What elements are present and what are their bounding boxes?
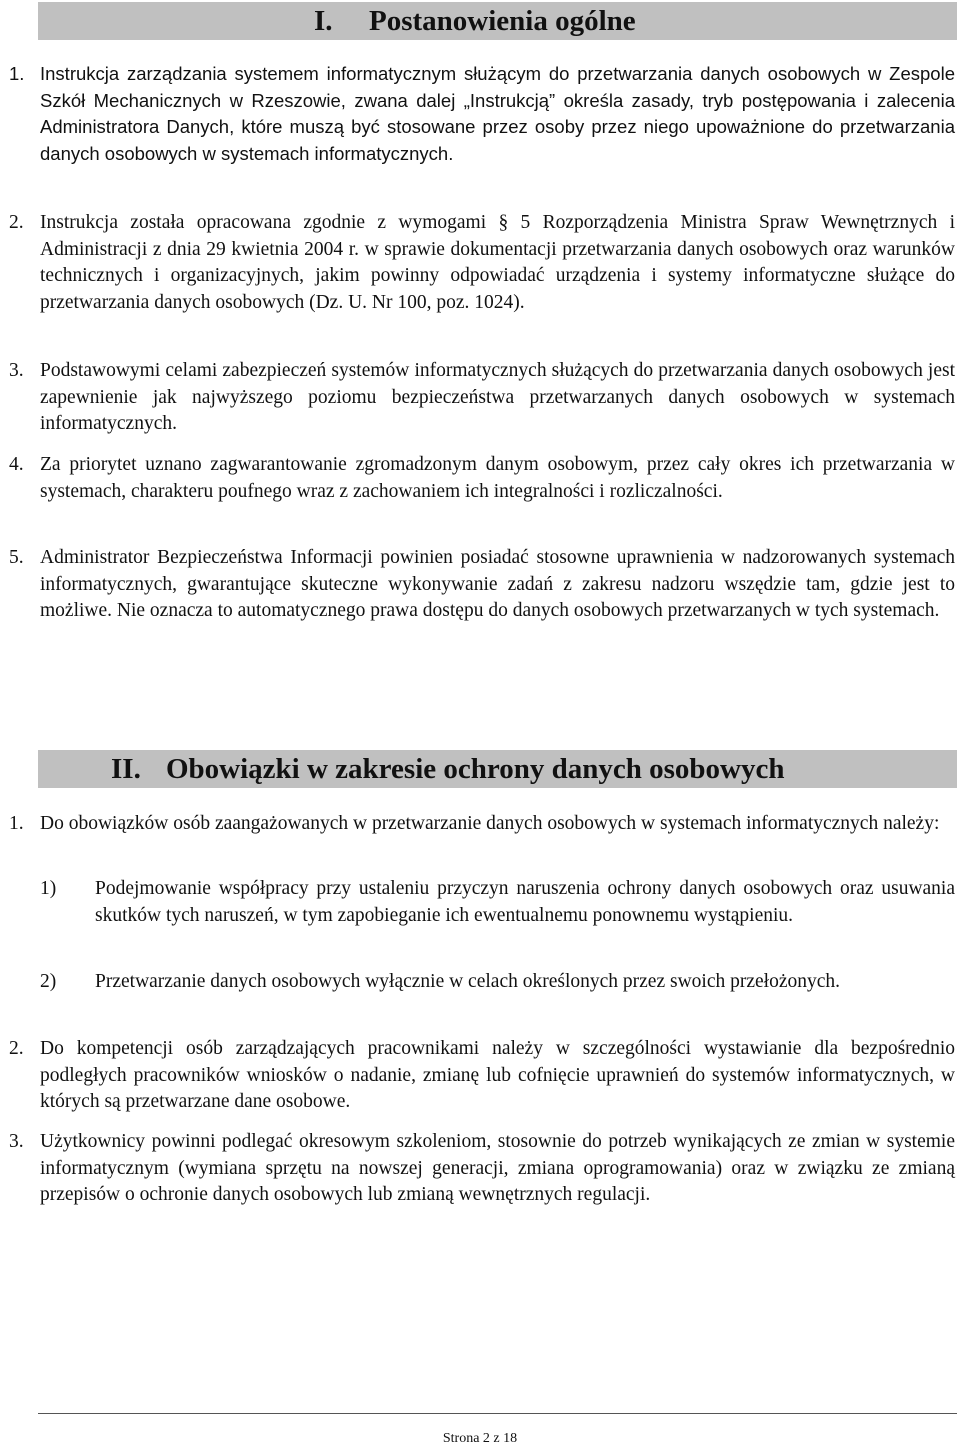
section-heading-2	[38, 750, 957, 788]
paragraph-number: 2.	[9, 212, 24, 233]
sub-item-text: Przetwarzanie danych osobowych wyłącznie w celach określonych przez swoich przełożonych.	[95, 971, 841, 992]
sub-item-text: Podejmowanie współpracy przy ustaleniu przyczyn naruszenia ochrony danych osobowych oraz usuwania skutków tych naruszeń, w tym zapobieganie ich ewentualnemu ponownemu wystąpieniu.	[95, 878, 955, 926]
paragraph-1-3	[9, 358, 955, 438]
sub-item-number: 1)	[40, 878, 57, 899]
section-title: Obowiązki w zakresie ochrony danych osobowych	[166, 753, 785, 785]
paragraph-number: 3.	[9, 1131, 24, 1152]
page-number-footer: Strona 2 z 18	[442, 1431, 518, 1446]
paragraph-2-3	[9, 1129, 955, 1209]
paragraph-number: 4.	[9, 454, 24, 475]
section-title: Postanowienia ogólne	[369, 5, 636, 37]
paragraph-text: Za priorytet uznano zagwarantowanie zgromadzonym danym osobowym, przez cały okres ich przetwarzania w systemach, charakteru poufnego wraz z zachowaniem ich integralności i rozliczalności.	[40, 454, 955, 502]
paragraph-text: Użytkownicy powinni podlegać okresowym szkoleniom, stosownie do potrzeb wynikających ze zmian w systemie informatycznym (wymiana sprzętu na nowszej generacji, zmiana oprogramowania) oraz w związku ze zmianą przepisów o ochronie danych osobowych lub zmianą wewnętrznych regulacji.	[40, 1131, 955, 1206]
sub-item-2	[40, 969, 955, 996]
paragraph-1-5	[9, 545, 955, 625]
section-heading-1	[38, 2, 957, 40]
paragraph-text: Do kompetencji osób zarządzających pracownikami należy w szczególności wystawianie dla bezpośrednio podległych pracowników wniosków o nadanie, zmianę lub cofnięcie uprawnień do systemów informatycznych, w których są przetwarzane dane osobowe.	[40, 1038, 955, 1113]
paragraph-text: Administrator Bezpieczeństwa Informacji powinien posiadać stosowne uprawnienia w nadzorowanych systemach informatycznych, gwarantujące skuteczne wykonywanie zadań z zakresu nadzoru wszędzie tam, gdzie jest to możliwe. Nie oznacza to automatycznego prawa dostępu do danych osobowych przetwarzanych w tych systemach.	[40, 547, 955, 622]
paragraph-2-1	[9, 811, 955, 838]
paragraph-text: Do obowiązków osób zaangażowanych w przetwarzanie danych osobowych w systemach informatycznych należy:	[40, 813, 940, 834]
paragraph-1-4	[9, 452, 955, 505]
section-number: I.	[314, 5, 333, 37]
paragraph-1-2	[9, 210, 955, 317]
paragraph-number: 1.	[9, 63, 25, 84]
sub-item-number: 2)	[40, 971, 57, 992]
footer-divider	[38, 1413, 957, 1414]
paragraph-text: Podstawowymi celami zabezpieczeń systemów informatycznych służących do przetwarzania danych osobowych jest zapewnienie jak najwyższego poziomu bezpieczeństwa przetwarzanych danych osobowych w systemach informatycznych.	[40, 360, 955, 435]
paragraph-number: 2.	[9, 1038, 24, 1059]
paragraph-text: Instrukcja została opracowana zgodnie z wymogami § 5 Rozporządzenia Ministra Spraw Wewnętrznych i Administracji z dnia 29 kwietnia 2004 r. w sprawie dokumentacji przetwarzania danych osobowych oraz warunków technicznych i organizacyjnych, jakim powinny odpowiadać urządzenia i systemy informatyczne służące do przetwarzania danych osobowych (Dz. U. Nr 100, poz. 1024).	[40, 212, 955, 314]
paragraph-number: 3.	[9, 360, 24, 381]
paragraph-1-1	[9, 61, 955, 168]
paragraph-number: 5.	[9, 547, 24, 568]
paragraph-text: Instrukcja zarządzania systemem informatycznym służącym do przetwarzania danych osobowych w Zespole Szkół Mechanicznych w Rzeszowie, zwana dalej „Instrukcją” określa zasady, tryb postępowania i zalecenia Administratora Danych, które muszą być stosowane przez osoby przez niego upoważnione do przetwarzania danych osobowych w systemach informatycznych.	[40, 63, 955, 165]
sub-item-1	[40, 876, 955, 929]
section-number: II.	[111, 753, 141, 785]
paragraph-number: 1.	[9, 813, 24, 834]
paragraph-2-2	[9, 1036, 955, 1116]
